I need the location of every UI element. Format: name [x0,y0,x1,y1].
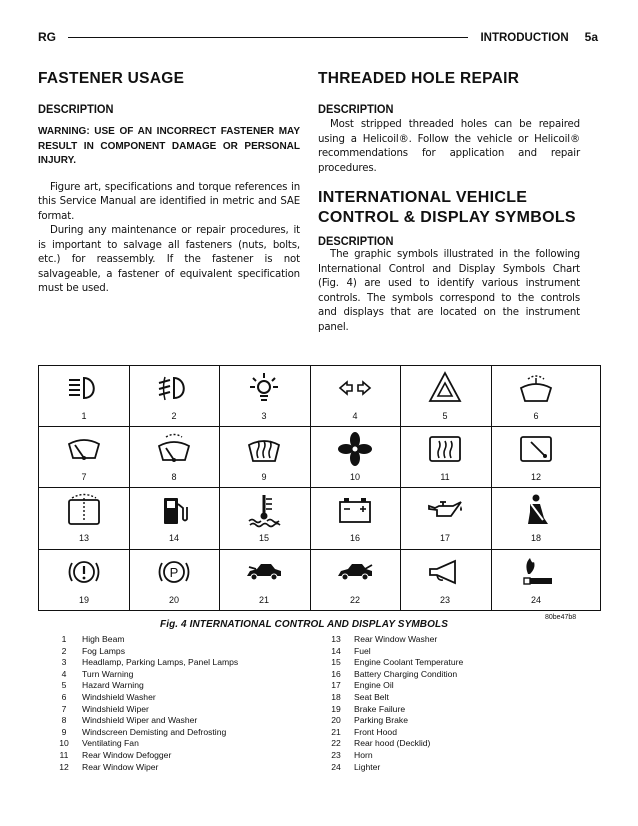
symbol-number: 8 [171,472,177,482]
legend-text: Fuel [354,645,371,656]
fastener-para-1: Figure art, specifications and torque references in this Service Manual are identified in metric and SAE format. [38,181,300,222]
symbol-cell [491,488,581,548]
symbol-cell [219,550,309,610]
legend-row [318,762,463,774]
symbol-number: 2 [171,411,177,421]
engine-oil-icon [425,492,465,528]
symbol-number: 11 [440,472,450,482]
symbol-cell [491,550,581,610]
front-hood-icon [244,554,284,590]
fastener-para-2: During any maintenance or repair procedures, it is important to salvage all fasteners (nuts, bolts, etc.) for reassembly. If the fastener is not salvageable, a fastener of equivalent specification must be used. [38,225,300,294]
legend-num: 16 [331,668,341,679]
symbol-number: 22 [349,595,360,605]
fuel-icon [154,492,194,528]
symbol-cell [310,488,400,548]
legend-row [46,727,238,739]
high-beam-icon [64,370,104,406]
legend-num: 15 [331,657,341,668]
legend-row [46,692,238,704]
legend-num: 21 [331,726,341,737]
symbol-number: 5 [442,411,448,421]
legend-num: 24 [331,761,341,772]
legend-num: 8 [61,715,67,726]
legend-text: Horn [354,749,373,760]
figure-caption: Fig. 4 INTERNATIONAL CONTROL AND DISPLAY SYMBOLS [160,619,448,630]
legend-text: Rear Window Defogger [82,749,172,760]
symbol-number: 6 [533,411,539,421]
legend-row [46,715,238,727]
legend-row [318,727,463,739]
legend-row [46,750,238,762]
rear-window-defogger-icon [425,431,465,467]
fastener-description-heading: DESCRIPTION [38,102,114,116]
windshield-washer-icon [516,370,556,406]
turn-warning-icon [335,370,375,406]
symbols-figure [38,365,601,611]
parking-brake-icon [154,554,194,590]
symbol-number: 9 [261,472,267,482]
legend-row [46,634,238,646]
symbol-cell [129,488,219,548]
legend-text: Engine Oil [354,680,394,691]
legend-num: 14 [331,645,341,656]
symbol-number: 24 [530,595,541,605]
engine-coolant-temperature-icon [244,492,284,528]
legend-text: Windshield Wiper [82,703,149,714]
legend-num: 19 [331,703,341,714]
symbol-cell [310,427,400,487]
legend-num: 10 [59,738,69,749]
legend-num: 20 [331,715,341,726]
threaded-description-heading: DESCRIPTION [318,102,394,116]
symbol-number: 17 [439,533,450,543]
symbol-number: 4 [352,411,358,421]
symbol-cell [219,366,309,426]
legend-row [46,669,238,681]
legend-row [46,657,238,669]
legend-row [318,669,463,681]
legend-text: High Beam [82,634,125,644]
figure-id: 80be47b8 [545,614,577,621]
legend-row [46,762,238,774]
rear-window-washer-icon [64,492,104,528]
threaded-para: Most stripped threaded holes can be repaired using a Helicoil®. Follow the vehicle or Helicoil® recommendations for application and repair procedures. [318,119,580,174]
symbol-number: 13 [78,533,89,543]
symbol-number: 7 [81,472,87,482]
legend-row [46,738,238,750]
symbols-para: The graphic symbols illustrated in the following International Control and Display Symbols Chart (Fig. 4) are used to identify various instrument controls. The symbols correspond to the controls and displays that are located on the instrument panel. [318,249,580,333]
symbol-number: 18 [530,533,541,543]
running-header [38,30,598,46]
symbol-number: 12 [530,472,541,482]
legend-text: Rear Window Washer [354,634,438,644]
battery-charging-icon [335,492,375,528]
legend-row [46,646,238,658]
right-column [318,70,580,335]
header-section [480,30,598,44]
symbol-cell [129,366,219,426]
legend-row [318,646,463,658]
symbol-cell [129,550,219,610]
legend-num: 17 [331,680,341,691]
symbols-description-heading: DESCRIPTION [318,234,394,248]
headlamp-parking-lamps-icon [244,370,284,406]
page-number: 5a [584,30,598,44]
legend-num: 11 [59,749,69,760]
fastener-usage-title: FASTENER USAGE [38,70,185,87]
hazard-warning-icon [425,370,465,406]
seat-belt-icon [516,492,556,528]
windshield-wiper-washer-icon [154,431,194,467]
legend-num: 1 [61,634,67,644]
legend-text: Fog Lamps [82,645,125,656]
legend-text: Lighter [354,761,381,772]
legend-num: 23 [331,749,341,760]
legend-num: 2 [61,645,67,656]
threaded-hole-title: THREADED HOLE REPAIR [318,70,520,87]
symbol-cell [491,427,581,487]
legend-row [318,738,463,750]
legend-num: 22 [331,738,341,749]
legend-num: 6 [61,691,67,702]
horn-icon [425,554,465,590]
legend-text: Battery Charging Condition [354,668,458,679]
legend-text: Hazard Warning [82,680,144,691]
legend-text: Rear Window Wiper [82,761,159,772]
legend-left [46,634,238,773]
legend-text: Headlamp, Parking Lamps, Panel Lamps [82,657,239,668]
symbol-cell [39,366,129,426]
symbol-cell [310,366,400,426]
symbol-number: 20 [168,595,179,605]
svg-text:P: P [169,565,179,580]
legend-row [318,634,463,646]
legend-num: 4 [61,668,67,679]
symbol-cell [39,488,129,548]
rear-window-wiper-icon [516,431,556,467]
symbol-cell [310,550,400,610]
symbol-number: 14 [168,533,179,543]
fastener-warning: WARNING: USE OF AN INCORRECT FASTENER MAY RESULT IN COMPONENT DAMAGE OR PERSONAL INJURY. [38,126,300,166]
legend-text: Ventilating Fan [82,738,139,749]
header-section-title: INTRODUCTION [480,32,569,44]
legend-text: Parking Brake [354,715,408,726]
symbol-cell [219,488,309,548]
symbol-number: 15 [258,533,269,543]
symbols-title: INTERNATIONAL VEHICLE CONTROL & DISPLAY SYMBOLS [318,189,576,226]
legend-text: Windshield Wiper and Washer [82,715,198,726]
legend-right [318,634,463,773]
legend-row [318,680,463,692]
legend-num: 13 [331,634,341,644]
legend-text: Turn Warning [82,668,134,679]
legend-num: 7 [61,703,67,714]
ventilating-fan-icon [335,431,375,467]
lighter-icon [516,554,556,590]
symbol-cell [491,366,581,426]
legend-text: Seat Belt [354,691,389,702]
legend-num: 12 [59,761,69,772]
legend-row [318,715,463,727]
rear-hood-icon [335,554,375,590]
header-rule [68,37,468,38]
legend-num: 18 [331,691,341,702]
windscreen-demisting-icon [244,431,284,467]
symbol-cell [400,550,490,610]
legend-text: Brake Failure [354,703,406,714]
legend-row [318,692,463,704]
symbol-cell [219,427,309,487]
symbol-number: 1 [81,411,87,421]
legend-num: 5 [61,680,67,691]
legend-row [46,680,238,692]
legend-row [46,704,238,716]
symbol-cell [129,427,219,487]
symbol-number: 19 [78,595,89,605]
legend-text: Windscreen Demisting and Defrosting [82,726,227,737]
legend-text: Front Hood [354,726,397,737]
symbol-cell [39,427,129,487]
legend-num: 3 [61,657,67,668]
header-model: RG [38,30,56,44]
symbol-cell [400,488,490,548]
brake-failure-icon [64,554,104,590]
symbol-cell [400,427,490,487]
legend-text: Windshield Washer [82,691,156,702]
legend-row [318,657,463,669]
left-column [38,70,300,297]
symbol-number: 23 [439,595,450,605]
legend-row [318,704,463,716]
legend-num: 9 [61,726,67,737]
legend-text: Engine Coolant Temperature [354,657,464,668]
legend-text: Rear hood (Decklid) [354,738,431,749]
symbol-cell [400,366,490,426]
legend-row [318,750,463,762]
symbol-number: 10 [349,472,360,482]
symbol-cell [39,550,129,610]
windshield-wiper-icon [64,431,104,467]
symbol-number: 16 [349,533,360,543]
symbol-number: 21 [258,595,269,605]
symbol-number: 3 [261,411,267,421]
fog-lamps-icon [154,370,194,406]
